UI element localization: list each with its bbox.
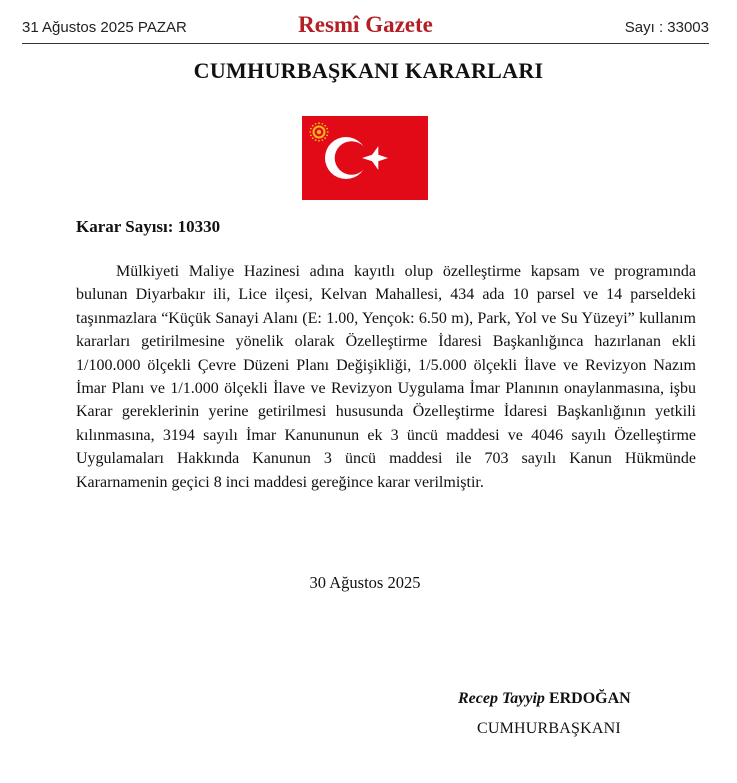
header-divider [22,43,709,44]
signatory-title: CUMHURBAŞKANI [477,720,621,737]
signatory-surname: ERDOĞAN [548,690,631,707]
section-title: CUMHURBAŞKANI KARARLARI [193,58,544,83]
gazette-title: Resmî Gazete [298,12,433,37]
issue-date: 31 Ağustos 2025 PAZAR [22,19,187,36]
gazette-header [22,10,709,44]
decision-number: Karar Sayısı: 10330 [76,217,221,236]
issue-number: Sayı : 33003 [624,19,709,36]
decision-date: 30 Ağustos 2025 [309,573,421,592]
signatory-name [458,690,631,708]
decision-body: Mülkiyeti Maliye Hazinesi adına kayıtlı olup özelleştirme kapsam ve programında bulunan Diyarbakır ili, Lice ilçesi, Kelvan Mahallesi, 434 ada 10 parsel ve 14 parseldeki taşınmazlara “Küçük Sanayi Alanı (E: 1.00, Yençok: 6.50 m), Park, Yol ve Su Yüzeyi” kullanım kararları getirilmesine yönelik olarak Özelleştirme İdaresi Başkanlığınca hazırlanan ekli 1/100.000 ölçekli Çevre Düzeni Planı Değişikliği, 1/5.000 ölçekli İlave ve Revizyon Nazım İmar Planı ve 1/1.000 ölçekli İlave ve Revizyon Uygulama İmar Planının onaylanmasına, işbu Karar gereklerinin yerine getirilmesi hususunda Özelleştirme İdaresi Başkanlığının yetkili kılınmasına, 3194 sayılı İmar Kanununun ek 3 üncü maddesi ve 4046 sayılı Özelleştirme Uygulamaları Hakkında Kanunun 3 üncü maddesi ile 703 sayılı Kanun Hükmünde Kararnamenin geçici 8 inci maddesi gereğince karar verilmiştir. [76,263,696,491]
signatory-given-names: Recep Tayyip [458,690,545,707]
turkish-flag-icon [302,116,428,200]
